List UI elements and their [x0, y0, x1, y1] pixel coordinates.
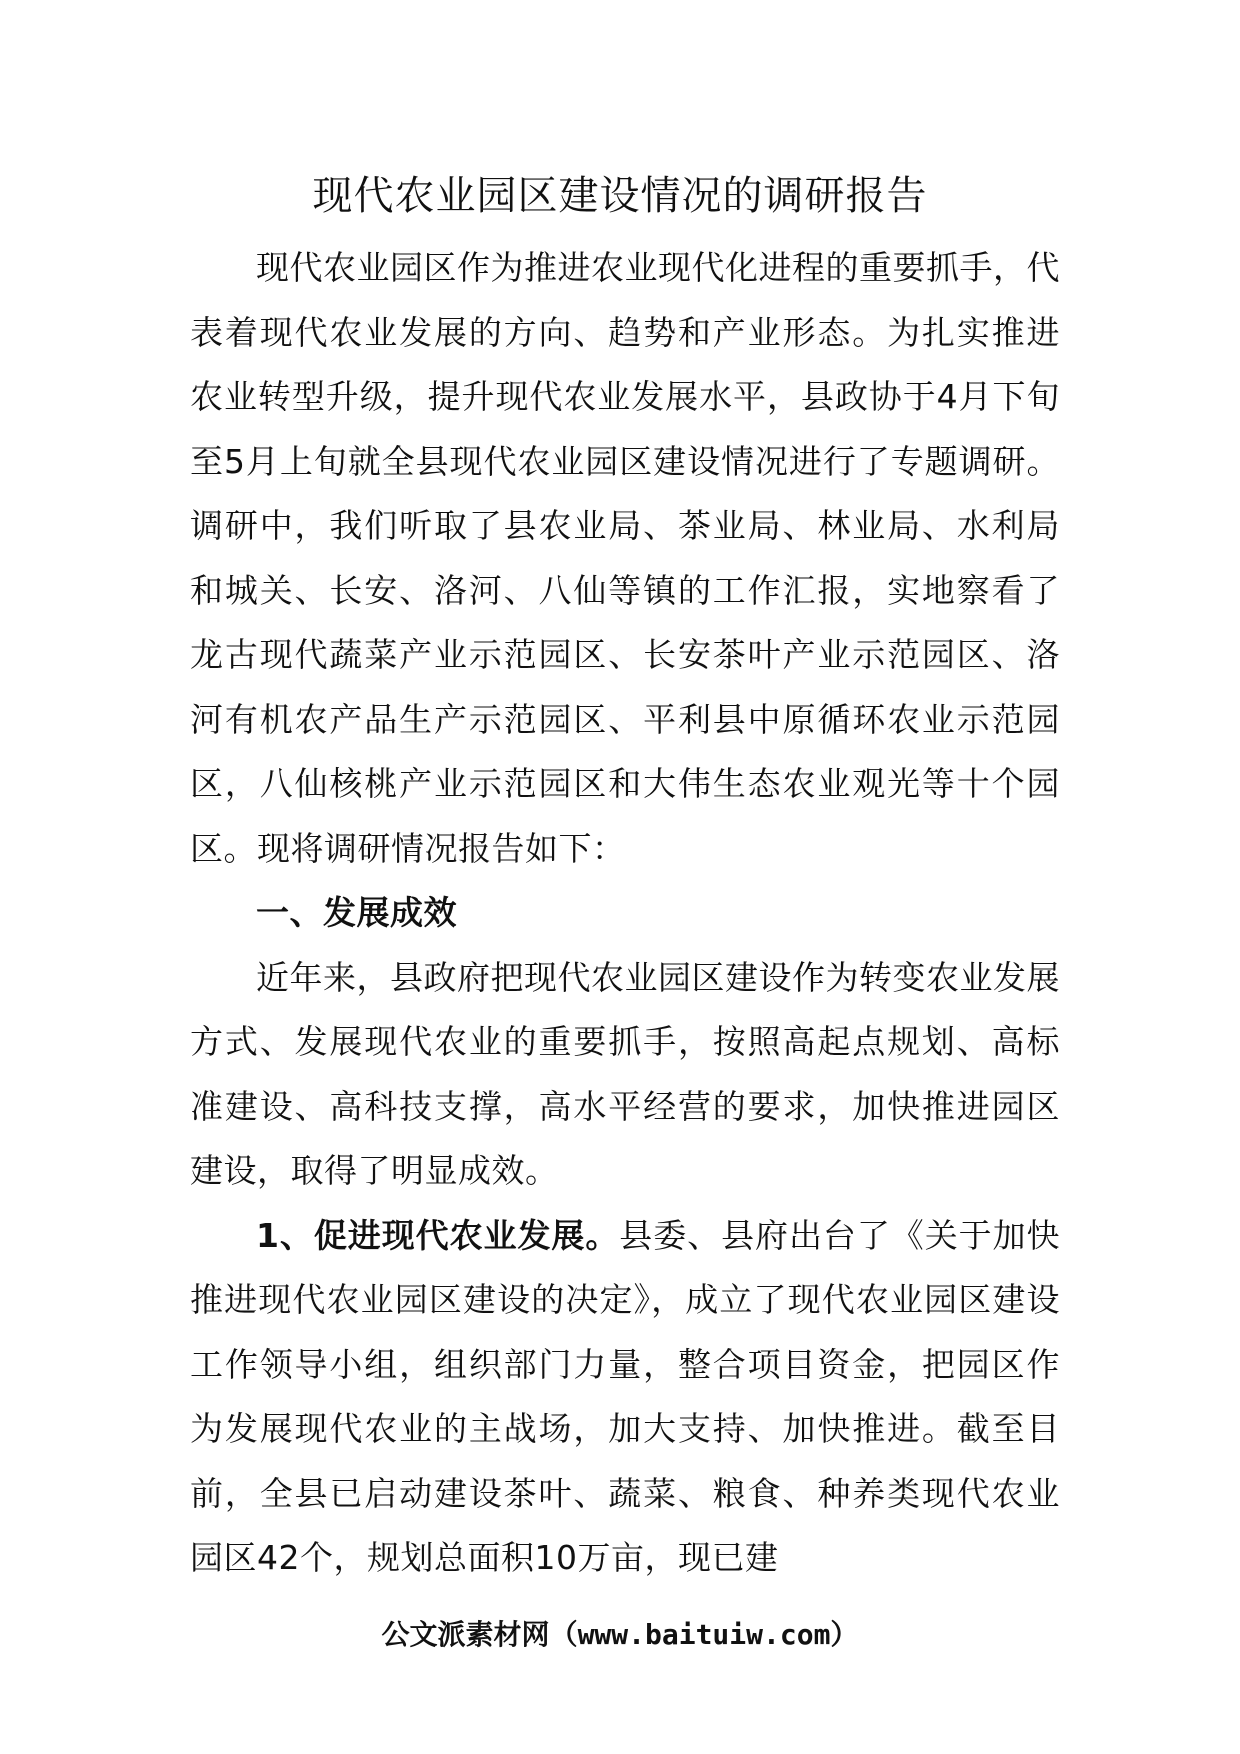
section-heading-achievements: 一、发展成效 [256, 893, 457, 932]
footer-url: （www.baituiw.com） [549, 1618, 859, 1651]
footer-site-name: 公文派素材网 [381, 1618, 550, 1651]
document-body [190, 236, 1060, 1591]
intro-paragraph: 现代农业园区作为推进农业现代化进程的重要抓手，代表着现代农业发展的方向、趋势和产业形态。为扎实推进农业转型升级，提升现代农业发展水平，县政协于4月下旬至5月上旬就全县现代农业园区建设情况进行了专题调研。调研中，我们听取了县农业局、茶业局、林业局、水利局和城关、长安、洛河、八仙等镇的工作汇报，实地察看了龙古现代蔬菜产业示范园区、长安茶叶产业示范园区、洛河有机农产品生产示范园区、平利县中原循环农业示范园区，八仙核桃产业示范园区和大伟生态农业观光等十个园区。现将调研情况报告如下： [190, 248, 1060, 868]
item-1-paragraph [190, 1204, 1060, 1591]
document-title: 现代农业园区建设情况的调研报告 [312, 173, 928, 219]
item-1-lead: 1、促进现代农业发展。 [256, 1215, 620, 1255]
item-1-text: 县委、县府出台了《关于加快推进现代农业园区建设的决定》，成立了现代农业园区建设工作领导小组，组织部门力量，整合项目资金，把园区作为发展现代农业的主战场，加大支持、加快推进。截至目前，全县已启动建设茶叶、蔬菜、粮食、种养类现代农业园区42个，规划总面积10万亩，现已建 [190, 1215, 1060, 1577]
achievements-paragraph: 近年来，县政府把现代农业园区建设作为转变农业发展方式、发展现代农业的重要抓手，按照高起点规划、高标准建设、高科技支撑，高水平经营的要求，加快推进园区建设，取得了明显成效。 [190, 957, 1060, 1190]
footer-watermark [0, 1615, 1240, 1655]
